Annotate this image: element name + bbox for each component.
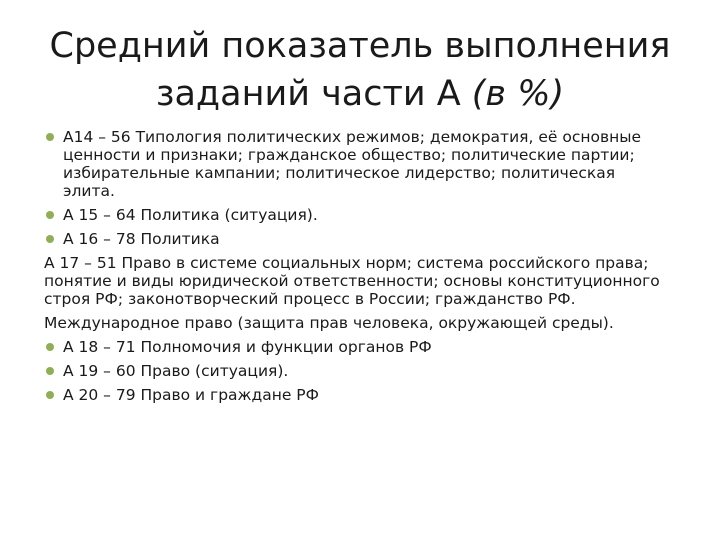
slide-content	[46, 128, 686, 410]
bullet-list-item	[46, 338, 686, 356]
item-text-line: понятие и виды юридической ответственности; основы конституционного	[44, 272, 660, 290]
item-text-line: строя РФ; законотворческий процесс в России; гражданство РФ.	[44, 290, 576, 308]
title-line-1: Средний показатель выполнения	[49, 26, 671, 66]
bullet-list-item	[46, 230, 686, 248]
bullet-dot-icon	[46, 391, 54, 399]
paragraph-item	[44, 314, 684, 332]
title-line-2-text: заданий части А	[155, 74, 472, 114]
bullet-dot-icon	[46, 343, 54, 351]
bullet-list-item	[46, 128, 686, 200]
item-text-line: А 19 – 60 Право (ситуация).	[63, 362, 289, 380]
bullet-dot-icon	[46, 211, 54, 219]
bullet-list-item	[46, 206, 686, 224]
bullet-dot-icon	[46, 367, 54, 375]
bullet-dot-icon	[46, 235, 54, 243]
item-text-line: А 16 – 78 Политика	[63, 230, 220, 248]
title-line-2-italic: (в %)	[471, 74, 565, 114]
item-text-line: избирательные кампании; политическое лидерство; политическая	[63, 164, 616, 182]
item-text-line: А 17 – 51 Право в системе социальных норм; система российского права;	[44, 254, 649, 272]
item-text-line: ценности и признаки; гражданское общество; политические партии;	[63, 146, 635, 164]
item-text-line: А 20 – 79 Право и граждане РФ	[63, 386, 319, 404]
item-text-line: элита.	[63, 182, 115, 200]
bullet-list-item	[46, 362, 686, 380]
item-text-line: А 15 – 64 Политика (ситуация).	[63, 206, 318, 224]
item-text-line: А 18 – 71 Полномочия и функции органов РФ	[63, 338, 432, 356]
bullet-dot-icon	[46, 133, 54, 141]
paragraph-item	[44, 254, 684, 308]
item-text-line: Международное право (защита прав человека, окружающей среды).	[44, 314, 614, 332]
item-text-line: А14 – 56 Типология политических режимов; демократия, её основные	[63, 128, 641, 146]
title-line-2	[40, 70, 680, 118]
slide-title	[40, 22, 680, 118]
bullet-list-item	[46, 386, 686, 404]
